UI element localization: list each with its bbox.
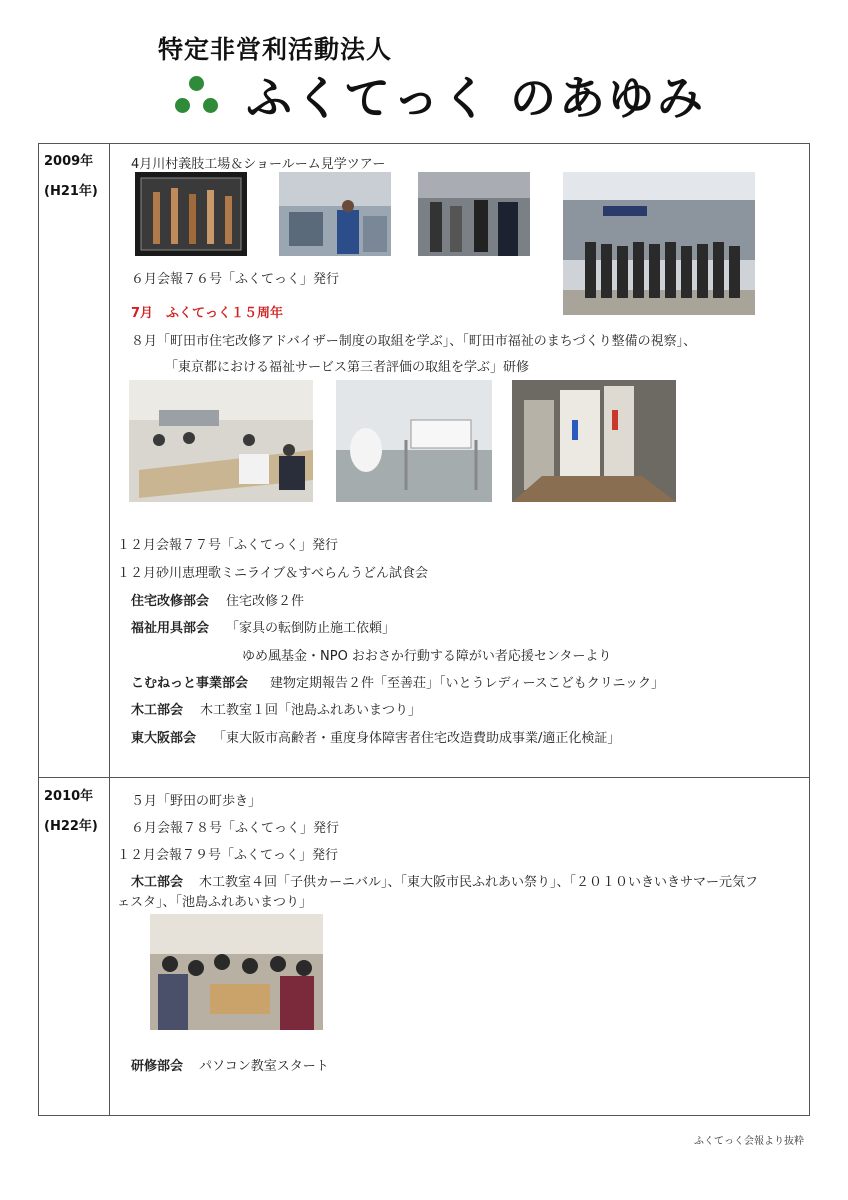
dept-text: 木工教室１回「池島ふれあいまつり」 [200, 703, 422, 718]
event-line: ８月「町田市住宅改修アドバイザー制度の取組を学ぶ」、「町田市福祉のまちづくり整備の視察」、 [131, 334, 697, 349]
dept-name: 木工部会 [131, 703, 184, 718]
photo-corridor-restroom [512, 380, 676, 502]
photo-group-portrait [563, 172, 755, 315]
event-line: ６月会報７８号「ふくてっく」発行 [131, 821, 340, 836]
photo-accessible-toilet [336, 380, 492, 502]
dept-text: ゆめ風基金・NPO おおさか行動する障がい者応援センターより [242, 649, 612, 664]
era-label: (H22年) [44, 819, 98, 834]
dept-text: 「家具の転倒防止施工依頼」 [226, 621, 396, 636]
dept-name: 東大阪部会 [131, 731, 197, 746]
year-label: 2010年 [44, 789, 94, 804]
photo-tour-group [418, 172, 530, 256]
dept-text: 住宅改修２件 [226, 594, 305, 609]
event-line: ６月会報７６号「ふくてっく」発行 [131, 272, 340, 287]
dept-text: 「東大阪市高齢者・重度身体障害者住宅改造費助成事業/適正化検証」 [213, 731, 621, 746]
dept-name: 住宅改修部会 [131, 594, 210, 609]
year-label: 2009年 [44, 154, 94, 169]
dept-text: 建物定期報告２件「至善荘」「いとうレディースこどもクリニック」 [270, 676, 665, 691]
dept-name: 福祉用具部会 [131, 621, 210, 636]
dept-text: 木工教室４回「子供カーニバル」、「東大阪市民ふれあい祭り」、「２０１０いきいきサマー元気フ [199, 875, 759, 890]
photo-prosthesis-showcase [135, 172, 247, 256]
source-note: ふくてっく会報より抜粋 [694, 1136, 804, 1147]
dept-text: ェスタ」、「池島ふれあいまつり」 [117, 895, 313, 910]
photo-woodworking-class [150, 914, 323, 1030]
event-line: １２月会報７７号「ふくてっく」発行 [117, 538, 339, 553]
year-cell [39, 144, 110, 778]
event-line: 「東京都における福祉サービス第三者評価の取組を学ぶ」研修 [165, 360, 530, 375]
photo-factory [279, 172, 391, 256]
org-type-label: 特定非営利活動法人 [158, 35, 393, 64]
dept-text: パソコン教室スタート [199, 1059, 329, 1074]
three-dots-logo-icon [172, 74, 222, 120]
era-label: (H21年) [44, 184, 98, 199]
event-line: ５月「野田の町歩き」 [131, 794, 262, 809]
dept-name: 研修部会 [131, 1059, 184, 1074]
photo-seminar-room [129, 380, 313, 502]
anniversary-line: 7月 ふくてっく１５周年 [131, 306, 284, 321]
event-line: １２月砂川恵理歌ミニライブ＆すべらんうどん試食会 [117, 566, 428, 581]
event-line: １２月会報７９号「ふくてっく」発行 [117, 848, 339, 863]
dept-name: こむねっと事業部会 [131, 676, 249, 691]
event-line: 4月川村義肢工場＆ショールーム見学ツアー [131, 157, 386, 172]
page-title: ふくてっく のあゆみ [246, 71, 707, 125]
dept-name: 木工部会 [131, 875, 184, 890]
